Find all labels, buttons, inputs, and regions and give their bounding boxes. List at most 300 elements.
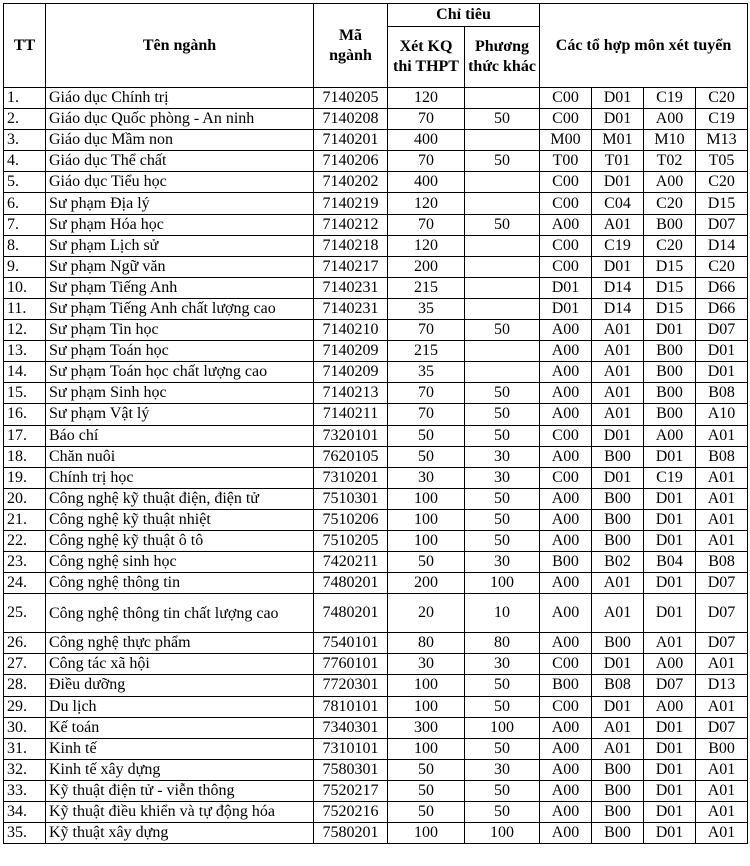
combo-4: D07 — [696, 633, 748, 654]
quota-thpt: 120 — [388, 235, 465, 256]
combo-3: D01 — [644, 446, 696, 467]
combo-3: C19 — [644, 467, 696, 488]
quota-other — [465, 172, 540, 193]
major-code: 7520216 — [314, 802, 388, 823]
combo-3: A00 — [644, 696, 696, 717]
major-name: Giáo dục Mầm non — [46, 130, 314, 151]
quota-other: 80 — [465, 633, 540, 654]
combo-4: T05 — [696, 151, 748, 172]
row-number: 17. — [4, 425, 46, 446]
quota-other: 50 — [465, 214, 540, 235]
quota-other: 50 — [465, 780, 540, 801]
major-code: 7760101 — [314, 654, 388, 675]
combo-4: C20 — [696, 256, 748, 277]
combo-3: T02 — [644, 151, 696, 172]
table-row — [4, 675, 748, 696]
major-name: Công nghệ sinh học — [46, 552, 314, 573]
table-row — [4, 193, 748, 214]
combo-1: A00 — [540, 383, 592, 404]
combo-1: A00 — [540, 341, 592, 362]
quota-thpt: 400 — [388, 172, 465, 193]
major-code: 7720301 — [314, 675, 388, 696]
table-row — [4, 759, 748, 780]
combo-3: M10 — [644, 130, 696, 151]
header-quota: Chỉ tiêu — [388, 4, 540, 27]
combo-4: A01 — [696, 780, 748, 801]
combo-3: D01 — [644, 780, 696, 801]
table-row — [4, 488, 748, 509]
table-row — [4, 654, 748, 675]
quota-other: 30 — [465, 654, 540, 675]
quota-other: 30 — [465, 759, 540, 780]
row-number: 30. — [4, 717, 46, 738]
combo-4: D14 — [696, 235, 748, 256]
header-quota-other: Phương thức khác — [465, 27, 540, 88]
combo-4: D07 — [696, 320, 748, 341]
combo-3: A00 — [644, 172, 696, 193]
major-code: 7140209 — [314, 362, 388, 383]
combo-2: B00 — [592, 530, 644, 551]
combo-3: A01 — [644, 633, 696, 654]
table-row — [4, 214, 748, 235]
major-code: 7620105 — [314, 446, 388, 467]
combo-3: D15 — [644, 256, 696, 277]
row-number: 13. — [4, 341, 46, 362]
major-name: Du lịch — [46, 696, 314, 717]
major-name: Giáo dục Quốc phòng - An ninh — [46, 109, 314, 130]
major-name: Sư phạm Hóa học — [46, 214, 314, 235]
row-number: 34. — [4, 802, 46, 823]
quota-thpt: 100 — [388, 530, 465, 551]
combo-2: A01 — [592, 738, 644, 759]
combo-2: D01 — [592, 467, 644, 488]
combo-2: A01 — [592, 383, 644, 404]
major-name: Chính trị học — [46, 467, 314, 488]
major-name: Công nghệ thông tin — [46, 573, 314, 594]
quota-other: 50 — [465, 320, 540, 341]
table-row — [4, 573, 748, 594]
row-number: 6. — [4, 193, 46, 214]
combo-1: A00 — [540, 530, 592, 551]
major-name: Sư phạm Tiếng Anh — [46, 277, 314, 298]
row-number: 10. — [4, 277, 46, 298]
combo-4: D66 — [696, 277, 748, 298]
major-code: 7510205 — [314, 530, 388, 551]
combo-4: A10 — [696, 404, 748, 425]
row-number: 4. — [4, 151, 46, 172]
combo-2: D01 — [592, 425, 644, 446]
combo-4: A01 — [696, 759, 748, 780]
combo-1: A00 — [540, 759, 592, 780]
quota-other: 50 — [465, 109, 540, 130]
header-quota-thpt: Xét KQ thi THPT — [388, 27, 465, 88]
major-name: Giáo dục Chính trị — [46, 88, 314, 109]
row-number: 8. — [4, 235, 46, 256]
quota-other — [465, 130, 540, 151]
table-row — [4, 341, 748, 362]
major-name: Kinh tế — [46, 738, 314, 759]
combo-4: A01 — [696, 509, 748, 530]
table-row — [4, 594, 748, 633]
combo-3: B04 — [644, 552, 696, 573]
combo-1: A00 — [540, 446, 592, 467]
table-row — [4, 696, 748, 717]
quota-other — [465, 256, 540, 277]
major-code: 7140208 — [314, 109, 388, 130]
quota-thpt: 80 — [388, 633, 465, 654]
combo-4: A01 — [696, 488, 748, 509]
combo-4: D15 — [696, 193, 748, 214]
table-row — [4, 823, 748, 844]
combo-1: A00 — [540, 573, 592, 594]
combo-4: D07 — [696, 214, 748, 235]
combo-4: D07 — [696, 573, 748, 594]
combo-1: C00 — [540, 467, 592, 488]
major-name: Công nghệ kỹ thuật nhiệt — [46, 509, 314, 530]
quota-thpt: 215 — [388, 277, 465, 298]
major-code: 7540101 — [314, 633, 388, 654]
combo-1: C00 — [540, 696, 592, 717]
combo-2: B00 — [592, 633, 644, 654]
combo-4: A01 — [696, 823, 748, 844]
combo-1: C00 — [540, 172, 592, 193]
quota-thpt: 100 — [388, 509, 465, 530]
combo-1: A00 — [540, 780, 592, 801]
quota-other — [465, 277, 540, 298]
quota-thpt: 35 — [388, 298, 465, 319]
quota-thpt: 300 — [388, 717, 465, 738]
row-number: 18. — [4, 446, 46, 467]
quota-thpt: 50 — [388, 552, 465, 573]
combo-3: B00 — [644, 362, 696, 383]
quota-other: 50 — [465, 509, 540, 530]
combo-2: D14 — [592, 298, 644, 319]
table-row — [4, 738, 748, 759]
table-row — [4, 446, 748, 467]
combo-2: D14 — [592, 277, 644, 298]
quota-other: 50 — [465, 530, 540, 551]
quota-other: 30 — [465, 467, 540, 488]
combo-2: A01 — [592, 594, 644, 633]
combo-3: D01 — [644, 488, 696, 509]
combo-2: B00 — [592, 802, 644, 823]
row-number: 3. — [4, 130, 46, 151]
combo-2: A01 — [592, 320, 644, 341]
table-row — [4, 552, 748, 573]
row-number: 2. — [4, 109, 46, 130]
row-number: 27. — [4, 654, 46, 675]
quota-other: 100 — [465, 717, 540, 738]
row-number: 16. — [4, 404, 46, 425]
quota-thpt: 70 — [388, 109, 465, 130]
table-row — [4, 256, 748, 277]
quota-thpt: 50 — [388, 802, 465, 823]
major-code: 7580301 — [314, 759, 388, 780]
table-row — [4, 362, 748, 383]
major-name: Sư phạm Toán học chất lượng cao — [46, 362, 314, 383]
row-number: 26. — [4, 633, 46, 654]
combo-3: D01 — [644, 320, 696, 341]
quota-other: 50 — [465, 696, 540, 717]
combo-1: D01 — [540, 298, 592, 319]
combo-3: C19 — [644, 88, 696, 109]
quota-thpt: 50 — [388, 759, 465, 780]
combo-2: B00 — [592, 446, 644, 467]
combo-1: A00 — [540, 509, 592, 530]
combo-2: B00 — [592, 780, 644, 801]
combo-1: T00 — [540, 151, 592, 172]
combo-1: A00 — [540, 717, 592, 738]
combo-4: M13 — [696, 130, 748, 151]
major-code: 7140218 — [314, 235, 388, 256]
quota-thpt: 100 — [388, 675, 465, 696]
row-number: 5. — [4, 172, 46, 193]
major-code: 7140217 — [314, 256, 388, 277]
combo-1: C00 — [540, 193, 592, 214]
combo-3: D01 — [644, 802, 696, 823]
row-number: 9. — [4, 256, 46, 277]
quota-other — [465, 362, 540, 383]
combo-4: D01 — [696, 362, 748, 383]
major-name: Sư phạm Lịch sử — [46, 235, 314, 256]
combo-2: M01 — [592, 130, 644, 151]
combo-2: D01 — [592, 109, 644, 130]
quota-other: 30 — [465, 552, 540, 573]
quota-other — [465, 235, 540, 256]
combo-3: D01 — [644, 759, 696, 780]
combo-2: A01 — [592, 341, 644, 362]
quota-thpt: 70 — [388, 151, 465, 172]
combo-2: B00 — [592, 823, 644, 844]
major-name: Công nghệ thông tin chất lượng cao — [46, 594, 314, 633]
row-number: 32. — [4, 759, 46, 780]
combo-4: B00 — [696, 738, 748, 759]
header-name: Tên ngành — [46, 4, 314, 88]
quota-other: 50 — [465, 738, 540, 759]
combo-3: D01 — [644, 717, 696, 738]
combo-3: A00 — [644, 109, 696, 130]
combo-2: B00 — [592, 488, 644, 509]
major-name: Sư phạm Tin học — [46, 320, 314, 341]
combo-4: A01 — [696, 425, 748, 446]
quota-thpt: 100 — [388, 823, 465, 844]
combo-1: C00 — [540, 88, 592, 109]
row-number: 22. — [4, 530, 46, 551]
table-row — [4, 425, 748, 446]
major-name: Điều dưỡng — [46, 675, 314, 696]
major-code: 7580201 — [314, 823, 388, 844]
major-code: 7140205 — [314, 88, 388, 109]
combo-4: D66 — [696, 298, 748, 319]
major-code: 7140209 — [314, 341, 388, 362]
major-code: 7510301 — [314, 488, 388, 509]
table-row — [4, 277, 748, 298]
quota-other: 10 — [465, 594, 540, 633]
combo-1: M00 — [540, 130, 592, 151]
combo-1: C00 — [540, 109, 592, 130]
table-row — [4, 109, 748, 130]
combo-2: A01 — [592, 404, 644, 425]
major-code: 7480201 — [314, 573, 388, 594]
row-number: 7. — [4, 214, 46, 235]
major-name: Sư phạm Tiếng Anh chất lượng cao — [46, 298, 314, 319]
row-number: 33. — [4, 780, 46, 801]
major-name: Công nghệ kỹ thuật ô tô — [46, 530, 314, 551]
combo-1: C00 — [540, 654, 592, 675]
combo-1: C00 — [540, 256, 592, 277]
quota-other — [465, 88, 540, 109]
quota-thpt: 100 — [388, 738, 465, 759]
quota-thpt: 50 — [388, 425, 465, 446]
combo-3: D01 — [644, 530, 696, 551]
quota-thpt: 70 — [388, 383, 465, 404]
combo-4: A01 — [696, 530, 748, 551]
combo-2: D01 — [592, 88, 644, 109]
major-name: Kỹ thuật xây dựng — [46, 823, 314, 844]
major-code: 7140201 — [314, 130, 388, 151]
quota-thpt: 20 — [388, 594, 465, 633]
header-combos: Các tổ hợp môn xét tuyển — [540, 4, 748, 88]
combo-3: B00 — [644, 214, 696, 235]
combo-2: B08 — [592, 675, 644, 696]
combo-2: C04 — [592, 193, 644, 214]
quota-thpt: 215 — [388, 341, 465, 362]
quota-other — [465, 341, 540, 362]
major-code: 7140202 — [314, 172, 388, 193]
combo-3: A00 — [644, 425, 696, 446]
combo-1: A00 — [540, 594, 592, 633]
combo-1: A00 — [540, 404, 592, 425]
quota-other: 50 — [465, 675, 540, 696]
combo-4: C20 — [696, 88, 748, 109]
row-number: 11. — [4, 298, 46, 319]
major-name: Sư phạm Toán học — [46, 341, 314, 362]
table-row — [4, 717, 748, 738]
major-name: Công nghệ thực phẩm — [46, 633, 314, 654]
header-code: Mã ngành — [314, 4, 388, 88]
combo-4: B08 — [696, 552, 748, 573]
admissions-table — [3, 3, 748, 844]
combo-3: D01 — [644, 738, 696, 759]
major-code: 7310201 — [314, 467, 388, 488]
quota-other: 50 — [465, 383, 540, 404]
combo-1: C00 — [540, 425, 592, 446]
combo-2: B00 — [592, 759, 644, 780]
major-code: 7340301 — [314, 717, 388, 738]
combo-4: A01 — [696, 654, 748, 675]
combo-2: B00 — [592, 509, 644, 530]
combo-1: A00 — [540, 214, 592, 235]
combo-4: B08 — [696, 446, 748, 467]
combo-3: C20 — [644, 193, 696, 214]
table-row — [4, 530, 748, 551]
combo-4: C20 — [696, 172, 748, 193]
combo-2: A01 — [592, 573, 644, 594]
combo-2: T01 — [592, 151, 644, 172]
combo-1: B00 — [540, 552, 592, 573]
major-name: Kế toán — [46, 717, 314, 738]
row-number: 14. — [4, 362, 46, 383]
row-number: 21. — [4, 509, 46, 530]
table-row — [4, 235, 748, 256]
quota-thpt: 400 — [388, 130, 465, 151]
table-row — [4, 320, 748, 341]
row-number: 20. — [4, 488, 46, 509]
quota-thpt: 120 — [388, 88, 465, 109]
table-row — [4, 780, 748, 801]
row-number: 25. — [4, 594, 46, 633]
table-row — [4, 298, 748, 319]
combo-1: A00 — [540, 362, 592, 383]
row-number: 23. — [4, 552, 46, 573]
quota-other — [465, 193, 540, 214]
combo-3: A00 — [644, 654, 696, 675]
major-code: 7140231 — [314, 277, 388, 298]
row-number: 19. — [4, 467, 46, 488]
combo-3: B00 — [644, 404, 696, 425]
major-code: 7480201 — [314, 594, 388, 633]
quota-other: 50 — [465, 802, 540, 823]
combo-2: A01 — [592, 214, 644, 235]
quota-thpt: 50 — [388, 780, 465, 801]
table-row — [4, 151, 748, 172]
major-code: 7810101 — [314, 696, 388, 717]
combo-3: D01 — [644, 573, 696, 594]
quota-thpt: 100 — [388, 488, 465, 509]
combo-3: B00 — [644, 383, 696, 404]
combo-4: A01 — [696, 696, 748, 717]
combo-4: D01 — [696, 341, 748, 362]
row-number: 1. — [4, 88, 46, 109]
combo-3: D01 — [644, 594, 696, 633]
combo-2: D01 — [592, 256, 644, 277]
major-name: Báo chí — [46, 425, 314, 446]
combo-1: A00 — [540, 633, 592, 654]
major-code: 7310101 — [314, 738, 388, 759]
combo-2: D01 — [592, 172, 644, 193]
combo-4: B08 — [696, 383, 748, 404]
quota-thpt: 30 — [388, 654, 465, 675]
header-tt: TT — [4, 4, 46, 88]
row-number: 29. — [4, 696, 46, 717]
combo-4: D13 — [696, 675, 748, 696]
combo-2: A01 — [592, 717, 644, 738]
major-name: Sư phạm Sinh học — [46, 383, 314, 404]
major-name: Kỹ thuật điều khiển và tự động hóa — [46, 802, 314, 823]
row-number: 28. — [4, 675, 46, 696]
quota-thpt: 120 — [388, 193, 465, 214]
combo-2: D01 — [592, 696, 644, 717]
major-code: 7140210 — [314, 320, 388, 341]
table-row — [4, 383, 748, 404]
major-code: 7420211 — [314, 552, 388, 573]
major-name: Kỹ thuật điện tử - viễn thông — [46, 780, 314, 801]
quota-thpt: 200 — [388, 573, 465, 594]
combo-4: D07 — [696, 594, 748, 633]
combo-3: D01 — [644, 509, 696, 530]
combo-4: A01 — [696, 802, 748, 823]
quota-thpt: 35 — [388, 362, 465, 383]
combo-1: A00 — [540, 738, 592, 759]
table-row — [4, 172, 748, 193]
combo-3: D15 — [644, 298, 696, 319]
major-code: 7140211 — [314, 404, 388, 425]
major-code: 7520217 — [314, 780, 388, 801]
table-row — [4, 467, 748, 488]
row-number: 15. — [4, 383, 46, 404]
table-row — [4, 509, 748, 530]
major-name: Sư phạm Vật lý — [46, 404, 314, 425]
